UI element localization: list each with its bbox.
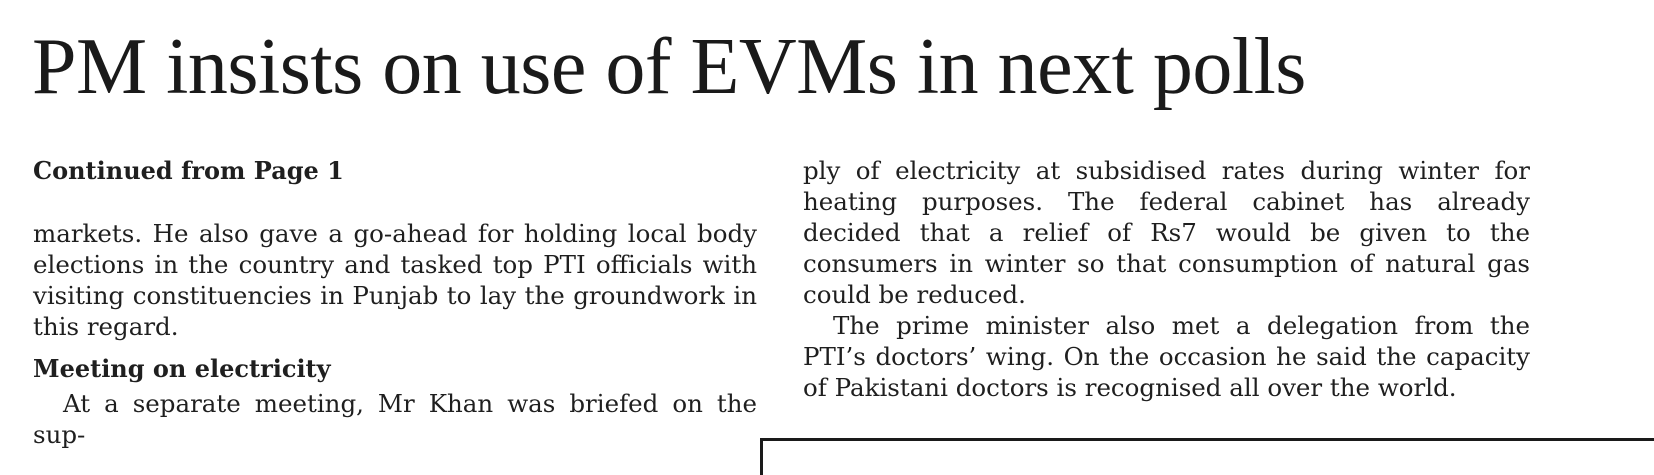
left-paragraph-2: At a separate meeting, Mr Khan was briefed on the sup- bbox=[33, 389, 757, 449]
right-column bbox=[803, 155, 1530, 403]
right-paragraph-2: The prime minister also met a delegation from the PTI’s doctors’ wing. On the occasion he said the capacity of Pakistani doctors is recognised all over the world. bbox=[803, 311, 1530, 402]
right-paragraph-1: ply of electricity at subsidised rates during winter for heating purposes. The federal cabinet has already decided that a relief of Rs7 would be given to the consumers in winter so that consumption of natural gas could be reduced. bbox=[803, 156, 1530, 309]
box-border-top bbox=[760, 438, 1654, 441]
left-paragraph-1: markets. He also gave a go-ahead for holding local body elections in the country and tasked top PTI officials with visiting constituencies in Punjab to lay the groundwork in this regard. bbox=[33, 219, 757, 341]
box-border-left bbox=[760, 438, 763, 475]
subheading-meeting-on-electricity: Meeting on electricity bbox=[33, 354, 331, 383]
continued-from-kicker: Continued from Page 1 bbox=[33, 156, 344, 185]
left-column bbox=[33, 155, 757, 450]
headline: PM insists on use of EVMs in next polls bbox=[32, 23, 1306, 111]
